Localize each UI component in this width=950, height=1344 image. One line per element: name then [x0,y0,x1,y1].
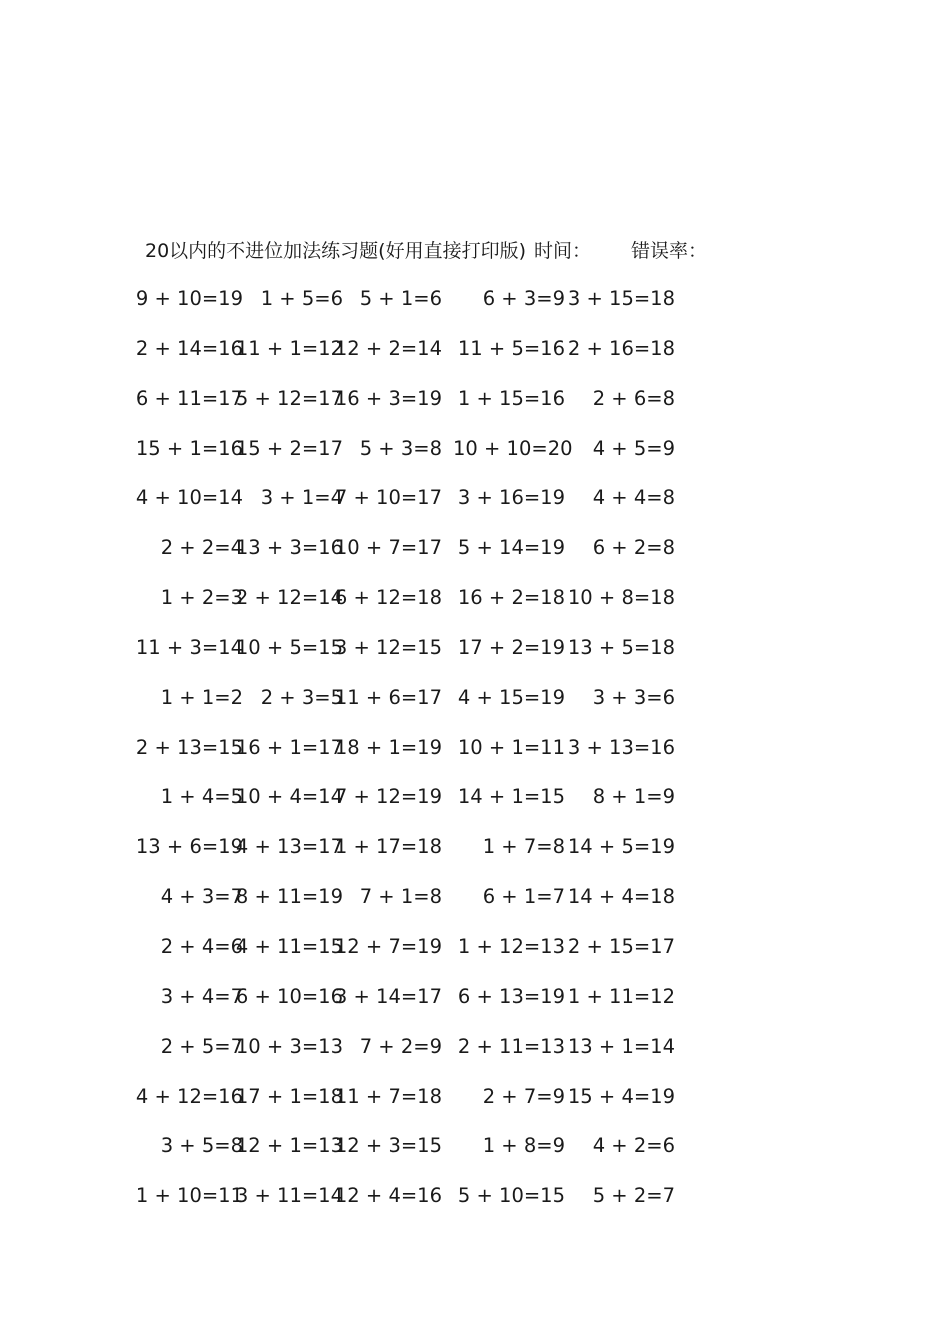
problem-item: 4 + 13=17 [235,835,343,859]
problem-item: 6 + 11=17 [135,386,243,410]
problem-item: 11 + 3=14 [135,635,243,659]
problem-item: 3 + 13=16 [567,735,675,759]
worksheet-title: 20以内的不进位加法练习题(好用直接打印版) [145,240,527,262]
problem-item: 8 + 11=19 [235,885,343,909]
problem-item: 2 + 2=4 [160,536,243,560]
problem-item: 15 + 2=17 [235,436,343,460]
problem-item: 5 + 1=6 [359,287,442,310]
problem-item: 3 + 11=14 [235,1184,343,1208]
worksheet-header [145,236,707,263]
problem-item: 14 + 5=19 [567,835,675,859]
problem-item: 12 + 4=16 [334,1184,442,1208]
problem-item: 17 + 2=19 [457,635,565,659]
problem-item: 2 + 7=9 [482,1084,565,1108]
problem-item: 5 + 12=17 [235,386,343,410]
problem-item: 9 + 10=19 [135,287,243,310]
problem-item: 13 + 3=16 [235,536,343,560]
problem-item: 1 + 17=18 [334,835,442,859]
problem-item: 16 + 3=19 [334,386,442,410]
problem-item: 2 + 15=17 [567,934,675,958]
problem-item: 10 + 3=13 [235,1034,343,1058]
problem-item: 3 + 1=4 [260,486,343,510]
problem-item: 12 + 1=13 [235,1134,343,1158]
problem-item: 3 + 12=15 [334,635,442,659]
problem-item: 10 + 1=11 [457,735,565,759]
problem-item: 13 + 6=19 [135,835,243,859]
problem-item: 4 + 10=14 [135,486,243,510]
problem-item: 3 + 4=7 [160,984,243,1008]
problem-item: 6 + 2=8 [592,536,675,560]
problem-item: 3 + 15=18 [567,287,675,310]
problem-item: 11 + 1=12 [235,336,343,360]
problem-item: 5 + 3=8 [359,436,442,460]
problem-item: 14 + 4=18 [567,885,675,909]
problem-item: 6 + 3=9 [482,287,565,310]
problem-item: 16 + 1=17 [235,735,343,759]
problem-item: 6 + 10=16 [235,984,343,1008]
problem-item: 7 + 10=17 [334,486,442,510]
problem-item: 7 + 2=9 [359,1034,442,1058]
problem-item: 1 + 8=9 [482,1134,565,1158]
problem-item: 1 + 5=6 [260,287,343,310]
problem-item: 1 + 11=12 [567,984,675,1008]
problem-item: 1 + 15=16 [457,386,565,410]
problem-item: 2 + 6=8 [592,386,675,410]
problem-item: 14 + 1=15 [457,785,565,809]
problem-item: 3 + 14=17 [334,984,442,1008]
problem-item: 11 + 7=18 [334,1084,442,1108]
problem-item: 4 + 15=19 [457,685,565,709]
problem-item: 15 + 1=16 [135,436,243,460]
problem-item: 2 + 13=15 [135,735,243,759]
problem-item: 10 + 7=17 [334,536,442,560]
problem-item: 17 + 1=18 [235,1084,343,1108]
problem-item: 4 + 5=9 [592,436,675,460]
problem-item: 5 + 2=7 [592,1184,675,1208]
problem-item: 13 + 5=18 [567,635,675,659]
problem-item: 6 + 13=19 [457,984,565,1008]
problem-item: 6 + 1=7 [482,885,565,909]
problem-item: 2 + 14=16 [135,336,243,360]
problem-item: 3 + 16=19 [457,486,565,510]
problem-item: 18 + 1=19 [334,735,442,759]
problem-item: 1 + 2=3 [160,586,243,610]
problem-item: 3 + 5=8 [160,1134,243,1158]
problem-item: 15 + 4=19 [567,1084,675,1108]
problem-item: 10 + 4=14 [235,785,343,809]
problem-item: 1 + 10=11 [135,1184,243,1208]
problem-item: 4 + 2=6 [592,1134,675,1158]
problem-item: 4 + 4=8 [592,486,675,510]
problem-item: 4 + 3=7 [160,885,243,909]
problem-item: 1 + 12=13 [457,934,565,958]
problem-item: 1 + 1=2 [160,685,243,709]
problem-item: 2 + 11=13 [457,1034,565,1058]
problem-item: 6 + 12=18 [334,586,442,610]
problem-item: 2 + 4=6 [160,934,243,958]
problem-item: 7 + 1=8 [359,885,442,909]
problem-item: 16 + 2=18 [457,586,565,610]
problem-item: 5 + 14=19 [457,536,565,560]
error-rate-label: 错误率： [631,240,708,262]
problem-item: 8 + 1=9 [592,785,675,809]
problem-item: 13 + 1=14 [567,1034,675,1058]
problem-item: 12 + 3=15 [334,1134,442,1158]
problem-item: 12 + 2=14 [334,336,442,360]
problem-item: 2 + 12=14 [235,586,343,610]
problem-item: 11 + 5=16 [457,336,565,360]
time-label: 时间： [534,240,592,262]
problem-item: 2 + 16=18 [567,336,675,360]
problem-item: 10 + 8=18 [567,586,675,610]
problem-item: 2 + 3=5 [260,685,343,709]
problem-item: 10 + 5=15 [235,635,343,659]
problem-item: 10 + 10=20 [453,436,573,460]
problem-item: 5 + 10=15 [457,1184,565,1208]
problem-item: 12 + 7=19 [334,934,442,958]
problem-item: 4 + 11=15 [235,934,343,958]
problem-item: 2 + 5=7 [160,1034,243,1058]
problem-item: 4 + 12=16 [135,1084,243,1108]
problem-item: 7 + 12=19 [334,785,442,809]
problem-item: 3 + 3=6 [592,685,675,709]
problem-item: 1 + 7=8 [482,835,565,859]
problem-item: 11 + 6=17 [334,685,442,709]
problem-item: 1 + 4=5 [160,785,243,809]
